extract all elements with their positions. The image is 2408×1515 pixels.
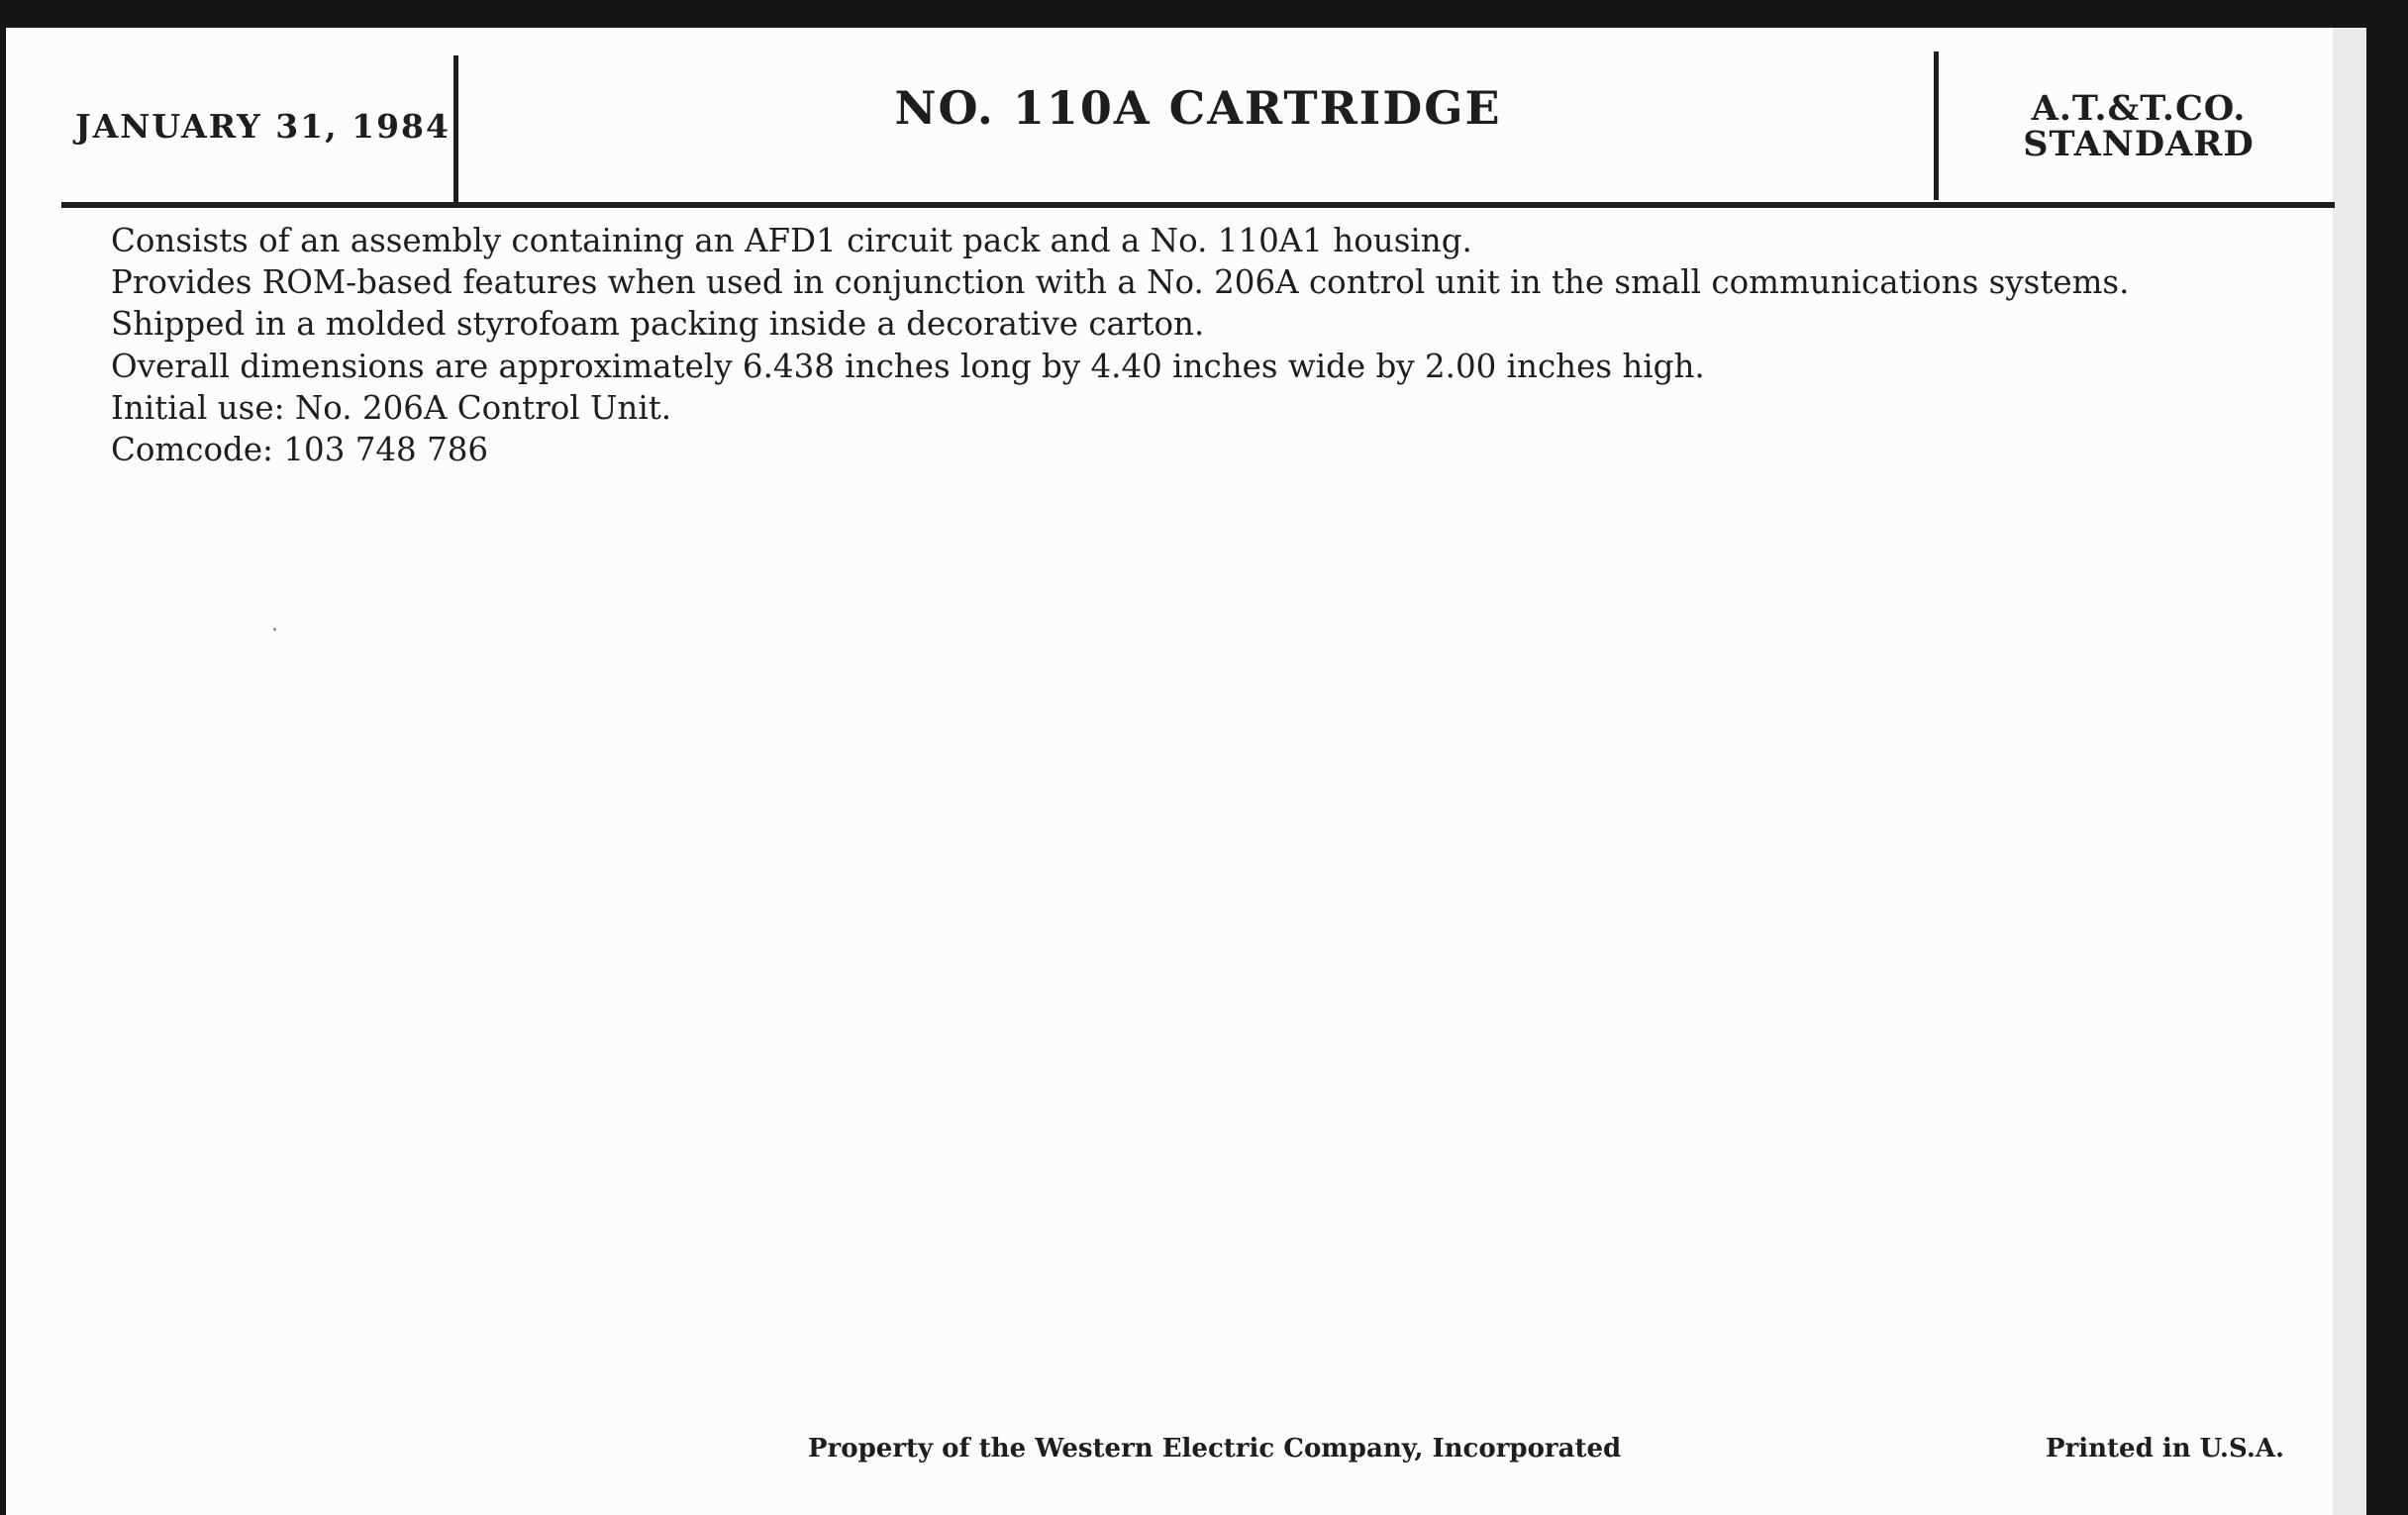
scan-border-top — [0, 0, 2408, 28]
description-line: Shipped in a molded styrofoam packing inside a decorative carton. — [111, 305, 1205, 344]
description-line: Consists of an assembly containing an AFD1 circuit pack and a No. 110A1 housing. — [111, 222, 1472, 259]
header-date: JANUARY 31, 1984 — [75, 107, 451, 146]
standard-line-1: A.T.&T.CO. — [2031, 88, 2247, 129]
description-line: Provides ROM-based features when used in conjunction with a No. 206A control unit in the small communications systems. — [111, 263, 2130, 302]
standard-line-2: STANDARD — [2023, 124, 2255, 164]
header-standard — [1970, 88, 2307, 164]
header-rule — [61, 202, 2335, 208]
description-block — [111, 220, 2329, 470]
footer-property: Property of the Western Electric Company, Incorporated — [808, 1434, 1622, 1464]
scan-border-right — [2366, 0, 2408, 1515]
page-title: NO. 110A CARTRIDGE — [894, 81, 1502, 135]
scan-speck — [273, 628, 276, 631]
header-divider-left — [453, 55, 458, 202]
card-edge-strip — [2333, 28, 2366, 1515]
header-divider-right — [1934, 51, 1939, 200]
description-line: Initial use: No. 206A Control Unit. — [111, 388, 672, 427]
description-line: Overall dimensions are approximately 6.438 inches long by 4.40 inches wide by 2.00 inches high. — [111, 347, 1705, 385]
description-line: Comcode: 103 748 786 — [111, 430, 489, 468]
footer-printed: Printed in U.S.A. — [2046, 1434, 2285, 1464]
